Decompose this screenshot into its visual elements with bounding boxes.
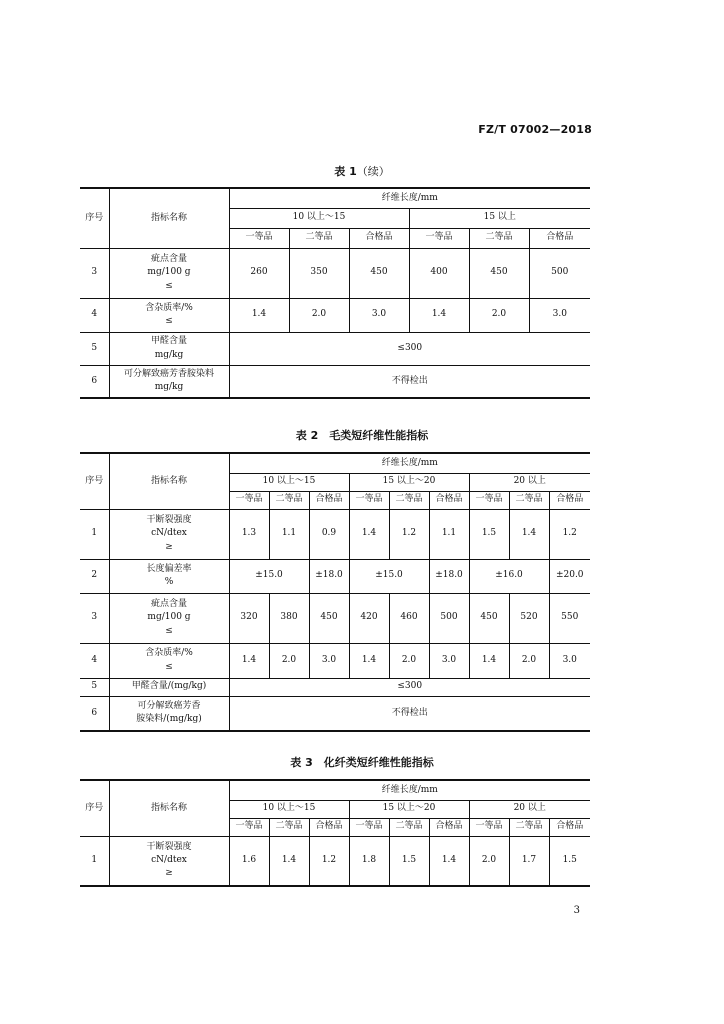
row-name: 长度偏差率 %: [109, 559, 229, 593]
fiber-length-header: 纤维长度/mm: [229, 453, 590, 473]
table-cell: 1.4: [509, 509, 549, 559]
table-row: [80, 678, 590, 696]
name-header: 指标名称: [109, 780, 229, 836]
grade-header: 合格品: [529, 228, 590, 248]
table-cell: 1.3: [229, 509, 269, 559]
seq-header: 序号: [80, 188, 109, 248]
grade-header: 二等品: [389, 818, 429, 836]
row-seq: 5: [80, 678, 109, 696]
table-cell: ±15.0: [229, 559, 309, 593]
table-cell: ±15.0: [349, 559, 429, 593]
name-header: 指标名称: [109, 453, 229, 509]
table-cell: ±20.0: [549, 559, 590, 593]
merged-value-cell: ≤300: [229, 678, 590, 696]
table-cell: 380: [269, 593, 309, 643]
grade-header: 二等品: [509, 818, 549, 836]
length-range-header: 20 以上: [469, 800, 590, 818]
table-row: [80, 365, 590, 398]
fiber-length-header: 纤维长度/mm: [229, 188, 590, 208]
table1-caption-title: 表 1: [334, 165, 357, 178]
table-cell: 400: [409, 248, 469, 298]
row-name: 疵点含量 mg/100 g ≤: [109, 593, 229, 643]
table-cell: 350: [289, 248, 349, 298]
grade-header: 二等品: [389, 491, 429, 509]
table3-caption: 表 3 化纤类短纤维性能指标: [290, 756, 434, 769]
table-cell: 1.2: [549, 509, 590, 559]
row-name: 含杂质率/% ≤: [109, 298, 229, 332]
merged-value-cell: 不得检出: [229, 365, 590, 398]
table-cell: 1.2: [389, 509, 429, 559]
length-range-header: 10 以上～15: [229, 800, 349, 818]
table-cell: 1.1: [429, 509, 469, 559]
table-row: [80, 559, 590, 593]
grade-header: 合格品: [309, 818, 349, 836]
row-name: 可分解致癌芳香胺染料 mg/kg: [109, 365, 229, 398]
row-seq: 6: [80, 696, 109, 731]
table-cell: 1.8: [349, 836, 389, 886]
table-cell: 2.0: [469, 298, 529, 332]
table-cell: 1.4: [229, 298, 289, 332]
table-cell: 450: [469, 593, 509, 643]
table-row: [80, 332, 590, 365]
page-number: 3: [573, 905, 580, 916]
standard-code: FZ/T 07002—2018: [478, 123, 592, 136]
table-cell: 0.9: [309, 509, 349, 559]
table-cell: ±16.0: [469, 559, 549, 593]
table1-caption-continued: （续）: [356, 165, 390, 178]
table-cell: 1.1: [269, 509, 309, 559]
grade-header: 一等品: [469, 491, 509, 509]
merged-value-cell: ≤300: [229, 332, 590, 365]
table-cell: 2.0: [269, 643, 309, 678]
table-cell: 1.4: [229, 643, 269, 678]
row-seq: 3: [80, 593, 109, 643]
row-seq: 1: [80, 509, 109, 559]
grade-header: 二等品: [289, 228, 349, 248]
table-cell: 3.0: [309, 643, 349, 678]
row-name: 可分解致癌芳香 胺染料/(mg/kg): [109, 696, 229, 731]
grade-header: 二等品: [469, 228, 529, 248]
grade-header: 一等品: [229, 228, 289, 248]
grade-header: 二等品: [269, 818, 309, 836]
table-cell: ±18.0: [429, 559, 469, 593]
length-range-header: 15 以上: [409, 208, 590, 228]
table-cell: 1.5: [549, 836, 590, 886]
table-cell: 1.4: [349, 509, 389, 559]
row-name: 含杂质率/% ≤: [109, 643, 229, 678]
row-seq: 4: [80, 298, 109, 332]
grade-header: 一等品: [349, 818, 389, 836]
grade-header: 一等品: [229, 491, 269, 509]
row-seq: 2: [80, 559, 109, 593]
name-header: 指标名称: [109, 188, 229, 248]
row-seq: 1: [80, 836, 109, 886]
grade-header: 一等品: [409, 228, 469, 248]
row-seq: 4: [80, 643, 109, 678]
table-cell: 3.0: [429, 643, 469, 678]
table-cell: 2.0: [509, 643, 549, 678]
table3: [80, 779, 590, 887]
table-cell: 1.5: [389, 836, 429, 886]
table-cell: 320: [229, 593, 269, 643]
table-cell: 2.0: [389, 643, 429, 678]
row-seq: 5: [80, 332, 109, 365]
table-cell: 3.0: [529, 298, 590, 332]
table-cell: 1.6: [229, 836, 269, 886]
table-cell: 1.4: [349, 643, 389, 678]
row-seq: 6: [80, 365, 109, 398]
row-name: 干断裂强度 cN/dtex ≥: [109, 836, 229, 886]
grade-header: 一等品: [349, 491, 389, 509]
table-cell: 460: [389, 593, 429, 643]
table-row: [80, 696, 590, 731]
table-cell: 1.2: [309, 836, 349, 886]
length-range-header: 20 以上: [469, 473, 590, 491]
table-row: [80, 248, 590, 298]
length-range-header: 10 以上～15: [229, 208, 409, 228]
grade-header: 合格品: [429, 491, 469, 509]
table-row: [80, 298, 590, 332]
table-row: [80, 509, 590, 559]
grade-header: 合格品: [549, 491, 590, 509]
table-cell: 2.0: [289, 298, 349, 332]
table-cell: 550: [549, 593, 590, 643]
seq-header: 序号: [80, 453, 109, 509]
grade-header: 合格品: [309, 491, 349, 509]
table-cell: 260: [229, 248, 289, 298]
table-cell: 1.4: [269, 836, 309, 886]
table-cell: 450: [309, 593, 349, 643]
length-range-header: 15 以上～20: [349, 473, 469, 491]
grade-header: 一等品: [229, 818, 269, 836]
table-cell: 450: [349, 248, 409, 298]
table-cell: 1.4: [429, 836, 469, 886]
table-cell: 2.0: [469, 836, 509, 886]
table2-caption: 表 2 毛类短纤维性能指标: [295, 429, 429, 442]
row-name: 甲醛含量 mg/kg: [109, 332, 229, 365]
table-cell: 500: [429, 593, 469, 643]
grade-header: 二等品: [269, 491, 309, 509]
row-name: 甲醛含量/(mg/kg): [109, 678, 229, 696]
length-range-header: 15 以上～20: [349, 800, 469, 818]
table-row: [80, 643, 590, 678]
length-range-header: 10 以上～15: [229, 473, 349, 491]
table-cell: 520: [509, 593, 549, 643]
seq-header: 序号: [80, 780, 109, 836]
table1-caption: [0, 163, 724, 179]
table-cell: 450: [469, 248, 529, 298]
table2: [80, 452, 590, 732]
table-cell: ±18.0: [309, 559, 349, 593]
table-cell: 500: [529, 248, 590, 298]
grade-header: 二等品: [509, 491, 549, 509]
grade-header: 合格品: [549, 818, 590, 836]
table-cell: 1.4: [469, 643, 509, 678]
merged-value-cell: 不得检出: [229, 696, 590, 731]
fiber-length-header: 纤维长度/mm: [229, 780, 590, 800]
table1: [80, 187, 590, 399]
table-cell: 420: [349, 593, 389, 643]
grade-header: 合格品: [349, 228, 409, 248]
grade-header: 合格品: [429, 818, 469, 836]
table-cell: 1.7: [509, 836, 549, 886]
grade-header: 一等品: [469, 818, 509, 836]
row-name: 疵点含量 mg/100 g ≤: [109, 248, 229, 298]
table-cell: 1.4: [409, 298, 469, 332]
table-cell: 3.0: [549, 643, 590, 678]
row-name: 干断裂强度 cN/dtex ≥: [109, 509, 229, 559]
row-seq: 3: [80, 248, 109, 298]
table-row: [80, 836, 590, 886]
table-row: [80, 593, 590, 643]
table-cell: 3.0: [349, 298, 409, 332]
table-cell: 1.5: [469, 509, 509, 559]
